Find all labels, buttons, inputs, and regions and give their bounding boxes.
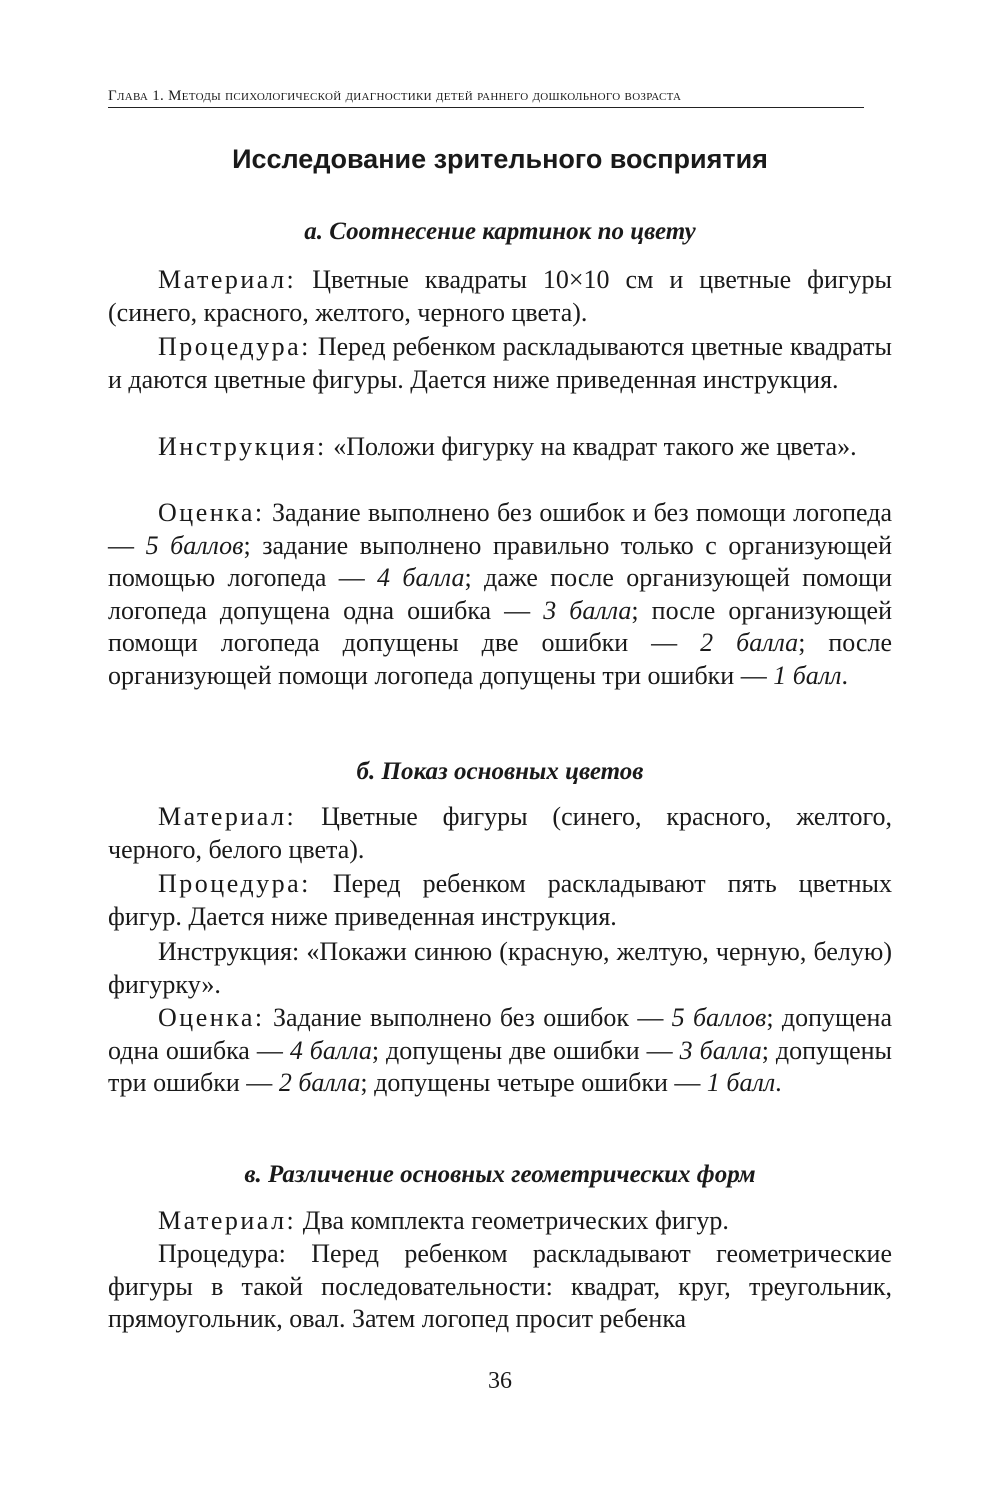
section-b-material	[108, 801, 892, 866]
evaluation-text: ; допущены две ошибки —	[371, 1035, 680, 1065]
score-value: 5 баллов	[145, 530, 244, 560]
page-number: 36	[488, 1368, 512, 1394]
instruction-label: Инструкция:	[158, 432, 327, 461]
evaluation-text: .	[841, 660, 848, 690]
material-label: Материал:	[158, 802, 297, 831]
evaluation-text: ; допущены три ошибки —	[108, 1035, 892, 1098]
evaluation-text: ; даже после организующей помощи логопеда допущена одна ошибка —	[108, 563, 893, 625]
section-a-heading: а. Соотнесение картинок по цвету	[304, 218, 696, 245]
evaluation-text: Задание выполнено без ошибок и без помощи логопеда —	[108, 498, 892, 560]
score-value: 1 балл	[706, 1068, 776, 1098]
score-value: 2 балла	[700, 628, 799, 658]
evaluation-text: ; после организующей помощи логопеда допущены две ошибки —	[108, 595, 892, 658]
section-a-evaluation	[108, 497, 892, 693]
evaluation-text: ; задание выполнено правильно только с организующей помощью логопеда —	[108, 530, 892, 593]
section-a-procedure	[108, 331, 892, 396]
section-b-instruction: Инструкция: «Покажи синюю (красную, желтую, черную, белую) фигурку».	[108, 937, 892, 999]
material-label: Материал:	[158, 1206, 297, 1235]
score-value: 3 балла	[679, 1035, 762, 1065]
evaluation-label: Оценка:	[158, 1003, 265, 1032]
evaluation-text: ; допущена одна ошибка —	[108, 1003, 892, 1065]
procedure-text: Перед ребенком раскладываются цветные квадраты и даются цветные фигуры. Дается ниже приведенная инструкция.	[108, 332, 892, 394]
material-text: Два комплекта геометрических фигур.	[296, 1206, 729, 1235]
evaluation-text: ; допущены четыре ошибки —	[360, 1068, 707, 1098]
running-head: Глава 1. Методы психологической диагностики детей раннего дошкольного возраста	[108, 88, 682, 104]
section-a-instruction	[108, 431, 892, 464]
evaluation-text: ; после организующей помощи логопеда допущены три ошибки —	[108, 628, 892, 690]
score-value: 4 балла	[377, 563, 465, 593]
instruction-text: «Положи фигурку на квадрат такого же цвета».	[326, 432, 857, 461]
score-value: 4 балла	[289, 1035, 372, 1065]
section-b-procedure	[108, 868, 892, 933]
score-value: 3 балла	[543, 595, 632, 625]
procedure-label: Процедура:	[158, 332, 311, 361]
header-rule	[108, 107, 864, 108]
section-c-material	[108, 1205, 892, 1238]
section-b-heading: б. Показ основных цветов	[356, 758, 644, 785]
page-title: Исследование зрительного восприятия	[232, 144, 768, 174]
score-value: 2 балла	[278, 1068, 361, 1098]
evaluation-text: .	[775, 1068, 782, 1098]
section-c-procedure: Процедура: Перед ребенком раскладывают геометрические фигуры в такой последовательности: квадрат, круг, треугольник, прямоугольник, овал. Затем логопед просит ребенка	[108, 1239, 892, 1334]
score-value: 5 баллов	[671, 1003, 767, 1032]
procedure-text: Перед ребенком раскладывают пять цветных фигур. Дается ниже приведенная инструкция.	[108, 869, 892, 931]
section-a-material	[108, 264, 892, 329]
material-text: Цветные квадраты 10×10 см и цветные фигуры (синего, красного, желтого, черного цвета).	[108, 265, 892, 327]
procedure-label: Процедура:	[158, 869, 311, 898]
evaluation-label: Оценка:	[158, 498, 265, 527]
section-b-evaluation	[108, 1002, 892, 1100]
material-text: Цветные фигуры (синего, красного, желтого, черного, белого цвета).	[108, 802, 892, 864]
evaluation-text: Задание выполнено без ошибок —	[264, 1003, 672, 1032]
material-label: Материал:	[158, 265, 297, 294]
section-c-heading: в. Различение основных геометрических форм	[244, 1161, 756, 1188]
score-value: 1 балл	[773, 660, 842, 690]
